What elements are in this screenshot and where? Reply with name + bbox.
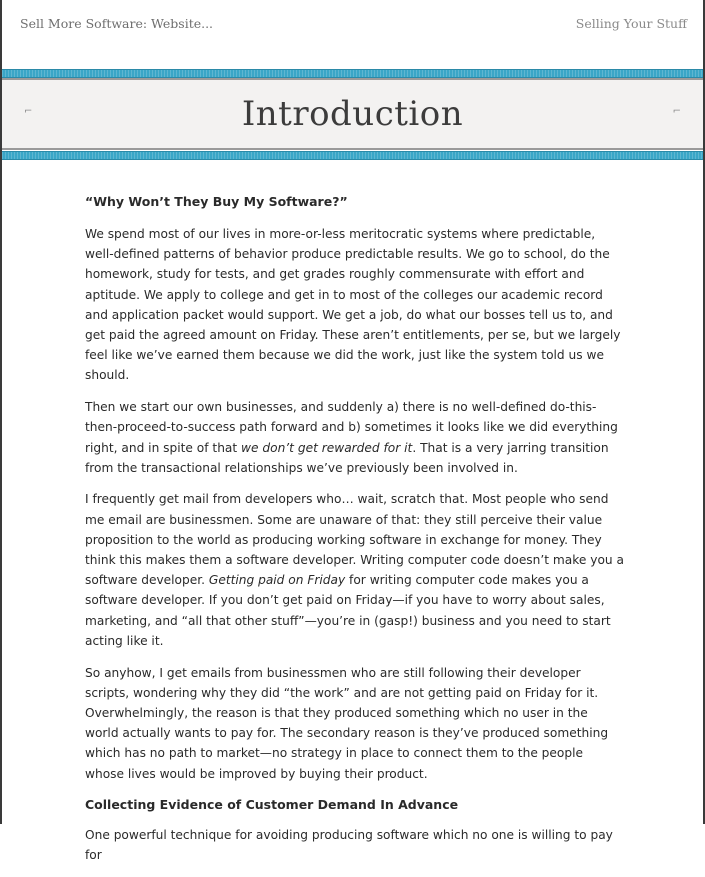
- paragraph-businessmen-emphasis: Getting paid on Friday: [208, 573, 346, 588]
- paragraph-businessmen-text-a: I frequently get mail from developers who… wait, scratch that. Most people who send me email are businessmen. Some are unaware of that: they still perceive their value proposition to the world as producing working software in exchange for money. They think this makes them a software developer. Writing computer code doesn’t make you a software developer.: [85, 492, 624, 588]
- banner-top-stripe: [2, 69, 703, 78]
- paragraph-own-business-text-a: Then we start our own businesses, and suddenly a) there is no well-defined do-this-then-proceed-to-success path forward and b) sometimes it looks like we did everything right, and in spite of that: [85, 400, 618, 455]
- chapter-title: Introduction: [241, 94, 464, 134]
- running-header: [20, 16, 687, 36]
- running-header-section-title: Selling Your Stuff: [575, 16, 687, 31]
- banner-bottom-stripe: [2, 151, 703, 160]
- ornament-right-icon: ⌐: [672, 106, 681, 117]
- chapter-banner: [2, 80, 703, 148]
- paragraph-businessmen-text-b: for writing computer code makes you a software developer. If you don’t get paid on Friday—if you have to worry about sales, marketing, and “all that other stuff”—you’re in (gasp!) business and you need to start acting like it.: [85, 573, 611, 648]
- paragraph-meritocratic: We spend most of our lives in more-or-less meritocratic systems where predictable, well-defined patterns of behavior produce predictable results. We go to school, do the homework, study for tests, and get grades roughly commensurate with effort and aptitude. We apply to college and get in to most of the colleges our academic record and application packet would support. We get a job, do what our bosses tell us to, and get paid the agreed amount on Friday. These aren’t entitlements, per se, but we largely feel like we’ve earned them because we did the work, just like the system told us we should.: [85, 227, 621, 383]
- section-heading-evidence: Collecting Evidence of Customer Demand In Advance: [85, 797, 459, 813]
- paragraph-powerful-technique: One powerful technique for avoiding producing software which no one is willing to pay for: [85, 828, 613, 863]
- paragraph-own-business-text-b: . That is a very jarring transition from the transactional relationships we’ve previously been involved in.: [85, 440, 609, 475]
- section-heading-why: “Why Won’t They Buy My Software?”: [85, 194, 348, 209]
- paragraph-own-business: [85, 397, 625, 478]
- running-header-book-title: Sell More Software: Website...: [20, 16, 214, 31]
- paragraph-emails: So anyhow, I get emails from businessmen who are still following their developer scripts, wondering why they did “the work” and are not getting paid on Friday for it. Overwhelmingly, the reason is that they produced something which no user in the world actually wants to pay for. The secondary reason is they’ve produced something which has no path to market—no strategy in place to connect them to the people whose lives would be improved by buying their product.: [85, 665, 609, 781]
- banner-bottom-rule: [2, 148, 703, 150]
- ornament-left-icon: ⌐: [24, 106, 33, 117]
- chapter-body: [85, 190, 625, 877]
- paragraph-own-business-emphasis: we don’t get rewarded for it: [241, 440, 413, 455]
- paragraph-businessmen: [85, 489, 625, 651]
